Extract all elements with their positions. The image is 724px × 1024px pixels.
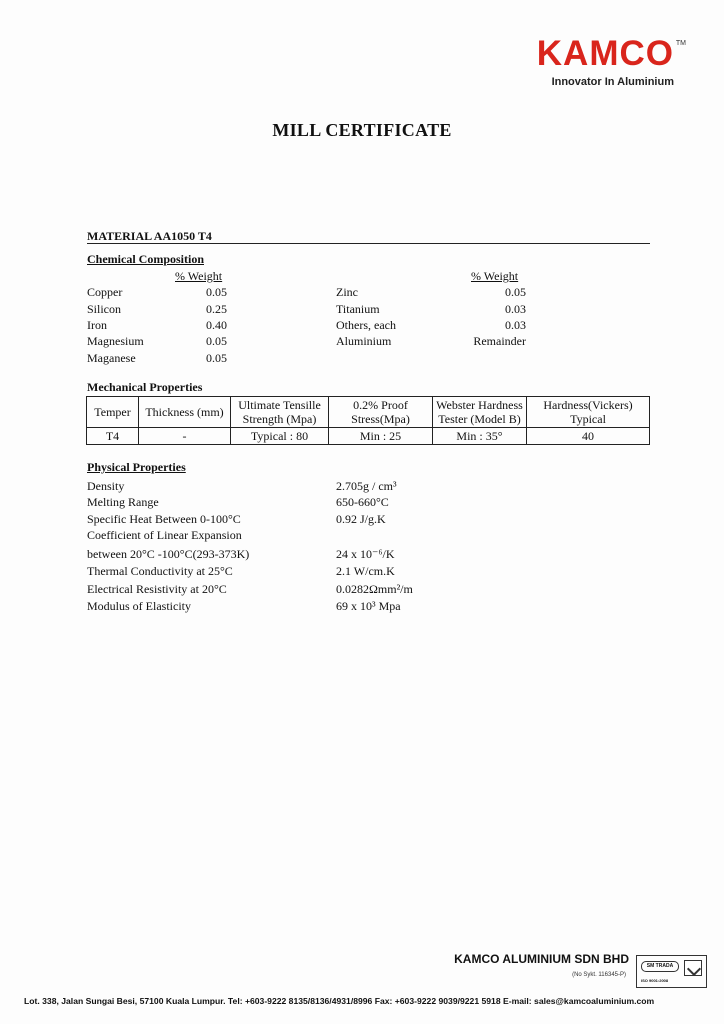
cell-vickers-hardness: 40	[527, 428, 650, 445]
certification-badge	[636, 955, 707, 988]
chem-value: 0.03	[505, 302, 526, 316]
chem-value: 0.05	[206, 285, 227, 299]
chem-value: 0.25	[206, 302, 227, 316]
company-name: KAMCO ALUMINIUM SDN BHD	[454, 952, 629, 966]
physical-value: 2.1 W/cm.K	[336, 564, 395, 578]
chem-element: Titanium	[336, 302, 380, 316]
chem-element: Silicon	[87, 302, 122, 316]
table-row	[87, 428, 650, 445]
physical-value: 69 x 10³ Mpa	[336, 599, 401, 613]
header-tensile-strength: Ultimate Tensille Strength (Mpa)	[231, 397, 329, 428]
header-webster-hardness: Webster Hardness Tester (Model B)	[433, 397, 527, 428]
physical-label: Density	[87, 479, 125, 493]
chem-element: Others, each	[336, 318, 396, 332]
weight-header-left: % Weight	[175, 269, 223, 283]
physical-label: Modulus of Elasticity	[87, 599, 191, 613]
ukas-check-icon	[684, 960, 702, 976]
weight-header-right: % Weight	[471, 269, 519, 283]
physical-label: Specific Heat Between 0-100°C	[87, 512, 241, 526]
chem-element: Magnesium	[87, 334, 144, 348]
header-proof-stress: 0.2% Proof Stress(Mpa)	[329, 397, 433, 428]
physical-value: 650-660°C	[336, 495, 389, 509]
chem-element: Aluminium	[336, 334, 392, 348]
material-divider	[87, 243, 650, 244]
physical-label: between 20°C -100°C(293-373K)	[87, 547, 250, 561]
cell-thickness: -	[139, 428, 231, 445]
physical-value: 24 x 10⁻⁶/K	[336, 547, 395, 561]
chem-value: 0.05	[206, 334, 227, 348]
cell-temper: T4	[87, 428, 139, 445]
mechanical-heading: Mechanical Properties	[87, 380, 203, 394]
logo-wordmark: KAMCO	[536, 34, 674, 73]
physical-label: Electrical Resistivity at 20°C	[87, 582, 227, 596]
chem-element: Zinc	[336, 285, 358, 299]
chem-element: Iron	[87, 318, 107, 332]
header-temper: Temper	[87, 397, 139, 428]
physical-label: Coefficient of Linear Expansion	[87, 528, 242, 542]
physical-label: Melting Range	[87, 495, 159, 509]
iso-label: ISO 9001:2008	[641, 978, 669, 983]
cell-webster-hardness: Min : 35°	[433, 428, 527, 445]
page-title: MILL CERTIFICATE	[272, 120, 452, 140]
chemical-heading: Chemical Composition	[87, 252, 204, 266]
logo-tagline: Innovator In Aluminium	[551, 76, 674, 88]
footer-address: Lot. 338, Jalan Sungai Besi, 57100 Kuala Lumpur. Tel: +603-9222 8135/8136/4931/8996 Fax: +603-9222 9039/9221 5918 E-mail: sales@kamcoaluminium.com	[24, 996, 655, 1006]
physical-label: Thermal Conductivity at 25°C	[87, 564, 233, 578]
chem-value: 0.05	[206, 351, 227, 365]
chem-value: 0.03	[505, 318, 526, 332]
logo-trademark: TM	[675, 40, 686, 47]
table-header-row	[87, 397, 650, 428]
chem-value: 0.40	[206, 318, 227, 332]
physical-value: 0.92 J/g.K	[336, 512, 386, 526]
trada-logo: SM TRADA	[641, 961, 679, 972]
physical-value: 2.705g / cm³	[336, 479, 397, 493]
cell-tensile-strength: Typical : 80	[231, 428, 329, 445]
header-thickness: Thickness (mm)	[139, 397, 231, 428]
chem-element: Maganese	[87, 351, 136, 365]
cell-proof-stress: Min : 25	[329, 428, 433, 445]
company-registration: (No Sykt. 116345-P)	[572, 972, 626, 978]
chem-value: Remainder	[473, 334, 526, 348]
material-heading: MATERIAL AA1050 T4	[87, 229, 212, 243]
mechanical-table	[86, 396, 650, 445]
kamco-logo	[526, 34, 686, 92]
header-vickers-hardness: Hardness(Vickers) Typical	[527, 397, 650, 428]
physical-heading: Physical Properties	[87, 460, 186, 474]
chem-element: Copper	[87, 285, 123, 299]
physical-value: 0.0282Ωmm²/m	[336, 582, 413, 596]
chem-value: 0.05	[505, 285, 526, 299]
